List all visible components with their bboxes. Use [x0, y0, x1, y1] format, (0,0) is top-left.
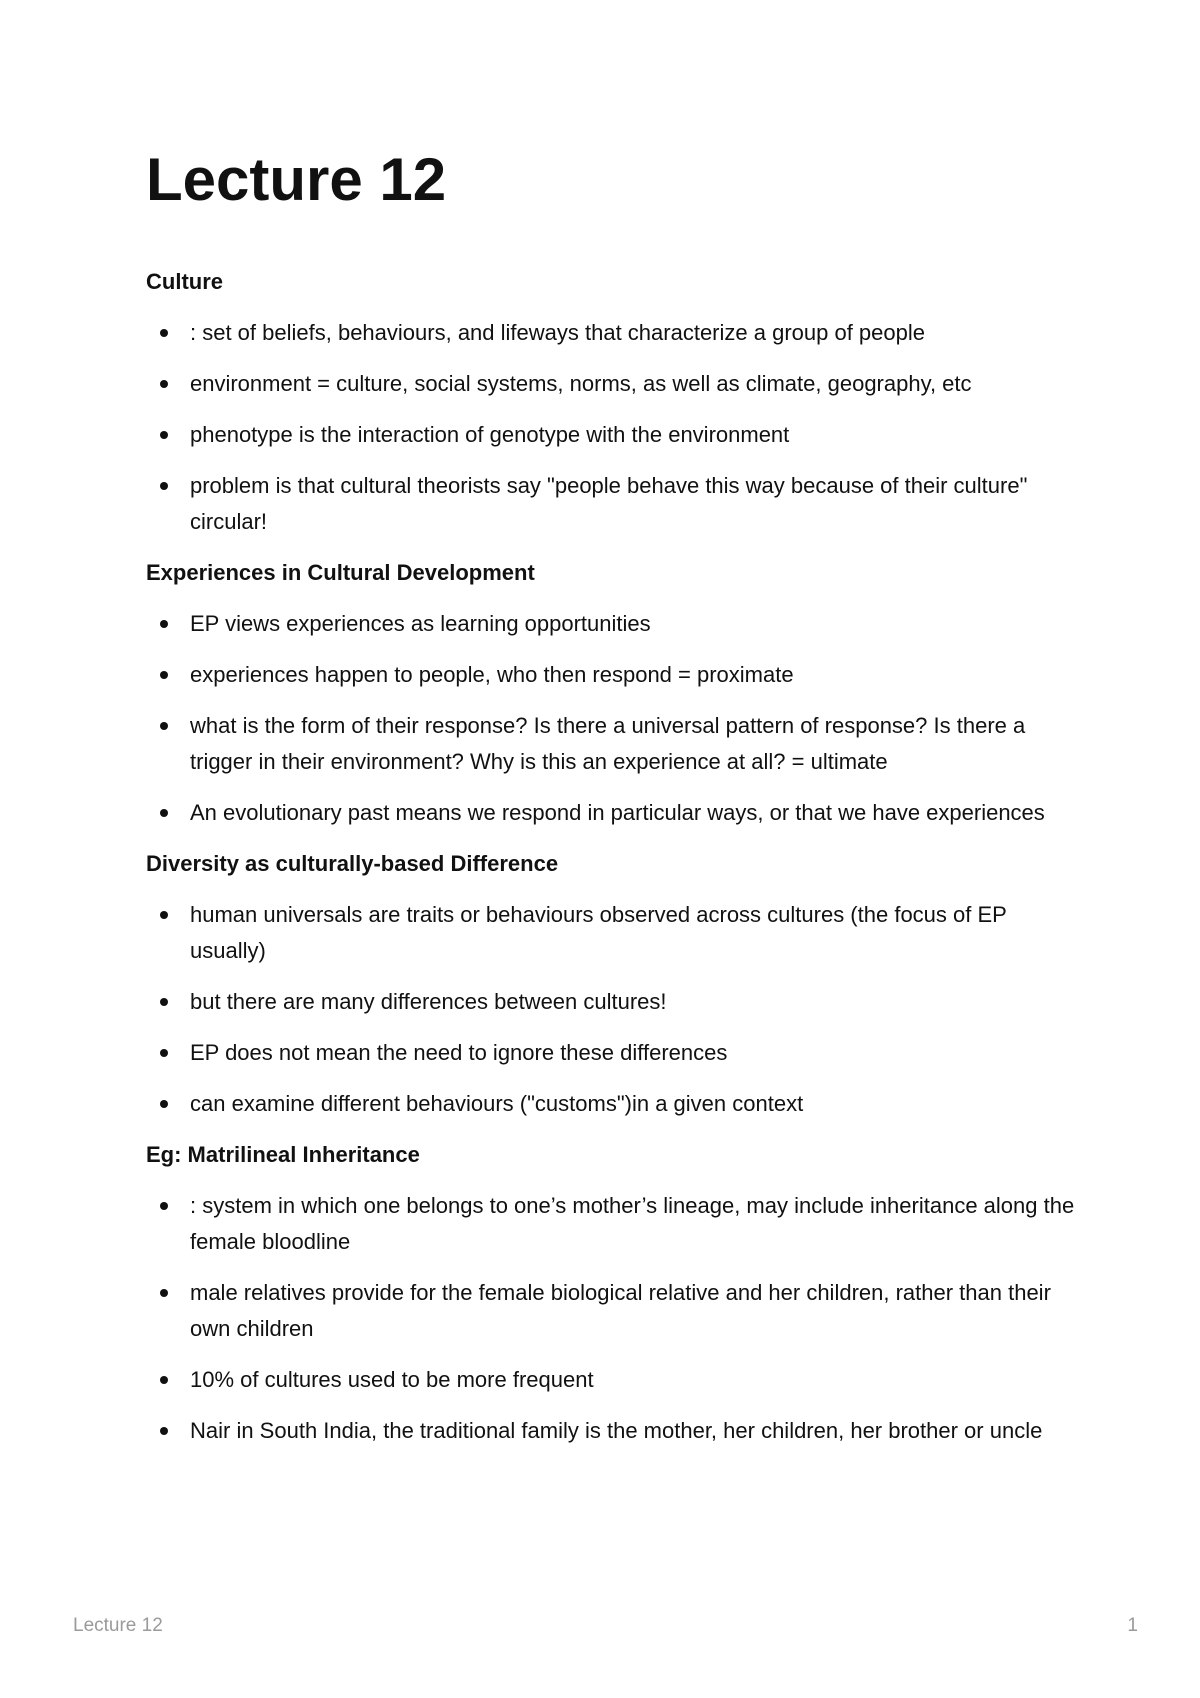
list-item-text: what is the form of their response? Is there a universal pattern of response? Is there a trigger in their environment? Why is this an experience at all? = ultimate [190, 713, 1026, 774]
section-heading: Eg: Matrilineal Inheritance [146, 1142, 420, 1167]
list-item-text: environment = culture, social systems, norms, as well as climate, geography, etc [190, 371, 972, 396]
list-item [146, 606, 1076, 642]
section-heading: Experiences in Cultural Development [146, 560, 535, 585]
section-experiences [146, 555, 1076, 831]
list-item [146, 1275, 1076, 1347]
list-item-text: : system in which one belongs to one’s mother’s lineage, may include inheritance along the female bloodline [190, 1193, 1075, 1254]
bullet-icon [160, 1376, 168, 1384]
list-item-text: : set of beliefs, behaviours, and lifeways that characterize a group of people [190, 320, 925, 345]
section-matrilineal [146, 1137, 1076, 1449]
list-item [146, 366, 1076, 402]
list-item-text: 10% of cultures used to be more frequent [190, 1367, 594, 1392]
list-item [146, 468, 1076, 540]
list-item [146, 795, 1076, 831]
bullet-icon [160, 380, 168, 388]
bullet-icon [160, 431, 168, 439]
bullet-icon [160, 1049, 168, 1057]
list-item-text: problem is that cultural theorists say "people behave this way because of their culture" circular! [190, 473, 1028, 534]
list-item-text: EP views experiences as learning opportunities [190, 611, 651, 636]
bullet-icon [160, 1427, 168, 1435]
bullet-list [146, 315, 1076, 540]
list-item-text: phenotype is the interaction of genotype with the environment [190, 422, 790, 447]
bullet-icon [160, 911, 168, 919]
bullet-list [146, 1188, 1076, 1449]
list-item-text: An evolutionary past means we respond in particular ways, or that we have experiences [190, 800, 1045, 825]
bullet-icon [160, 998, 168, 1006]
list-item-text: human universals are traits or behaviours observed across cultures (the focus of EP usually) [190, 902, 1007, 963]
list-item [146, 1362, 1076, 1398]
bullet-icon [160, 329, 168, 337]
section-diversity [146, 846, 1076, 1122]
list-item-text: Nair in South India, the traditional family is the mother, her children, her brother or uncle [190, 1418, 1043, 1443]
bullet-list [146, 606, 1076, 831]
section-culture [146, 264, 1076, 540]
list-item [146, 897, 1076, 969]
bullet-icon [160, 722, 168, 730]
bullet-list [146, 897, 1076, 1122]
section-heading: Diversity as culturally-based Difference [146, 851, 559, 876]
bullet-icon [160, 1289, 168, 1297]
list-item-text: experiences happen to people, who then respond = proximate [190, 662, 794, 687]
list-item [146, 1035, 1076, 1071]
list-item-text: but there are many differences between cultures! [190, 989, 667, 1014]
bullet-icon [160, 620, 168, 628]
section-heading: Culture [146, 269, 223, 294]
footer-document-title: Lecture 12 [73, 1615, 163, 1636]
bullet-icon [160, 482, 168, 490]
list-item-text: can examine different behaviours ("customs")in a given context [190, 1091, 804, 1116]
list-item [146, 315, 1076, 351]
bullet-icon [160, 1100, 168, 1108]
list-item [146, 708, 1076, 780]
list-item [146, 1413, 1076, 1449]
document-body [146, 264, 1076, 1464]
list-item [146, 1086, 1076, 1122]
list-item [146, 657, 1076, 693]
list-item-text: EP does not mean the need to ignore these differences [190, 1040, 728, 1065]
list-item [146, 1188, 1076, 1260]
bullet-icon [160, 671, 168, 679]
list-item-text: male relatives provide for the female biological relative and her children, rather than their own children [190, 1280, 1051, 1341]
footer-page-number: 1 [1127, 1615, 1138, 1636]
list-item [146, 417, 1076, 453]
bullet-icon [160, 809, 168, 817]
list-item [146, 984, 1076, 1020]
bullet-icon [160, 1202, 168, 1210]
page-title: Lecture 12 [146, 146, 447, 213]
